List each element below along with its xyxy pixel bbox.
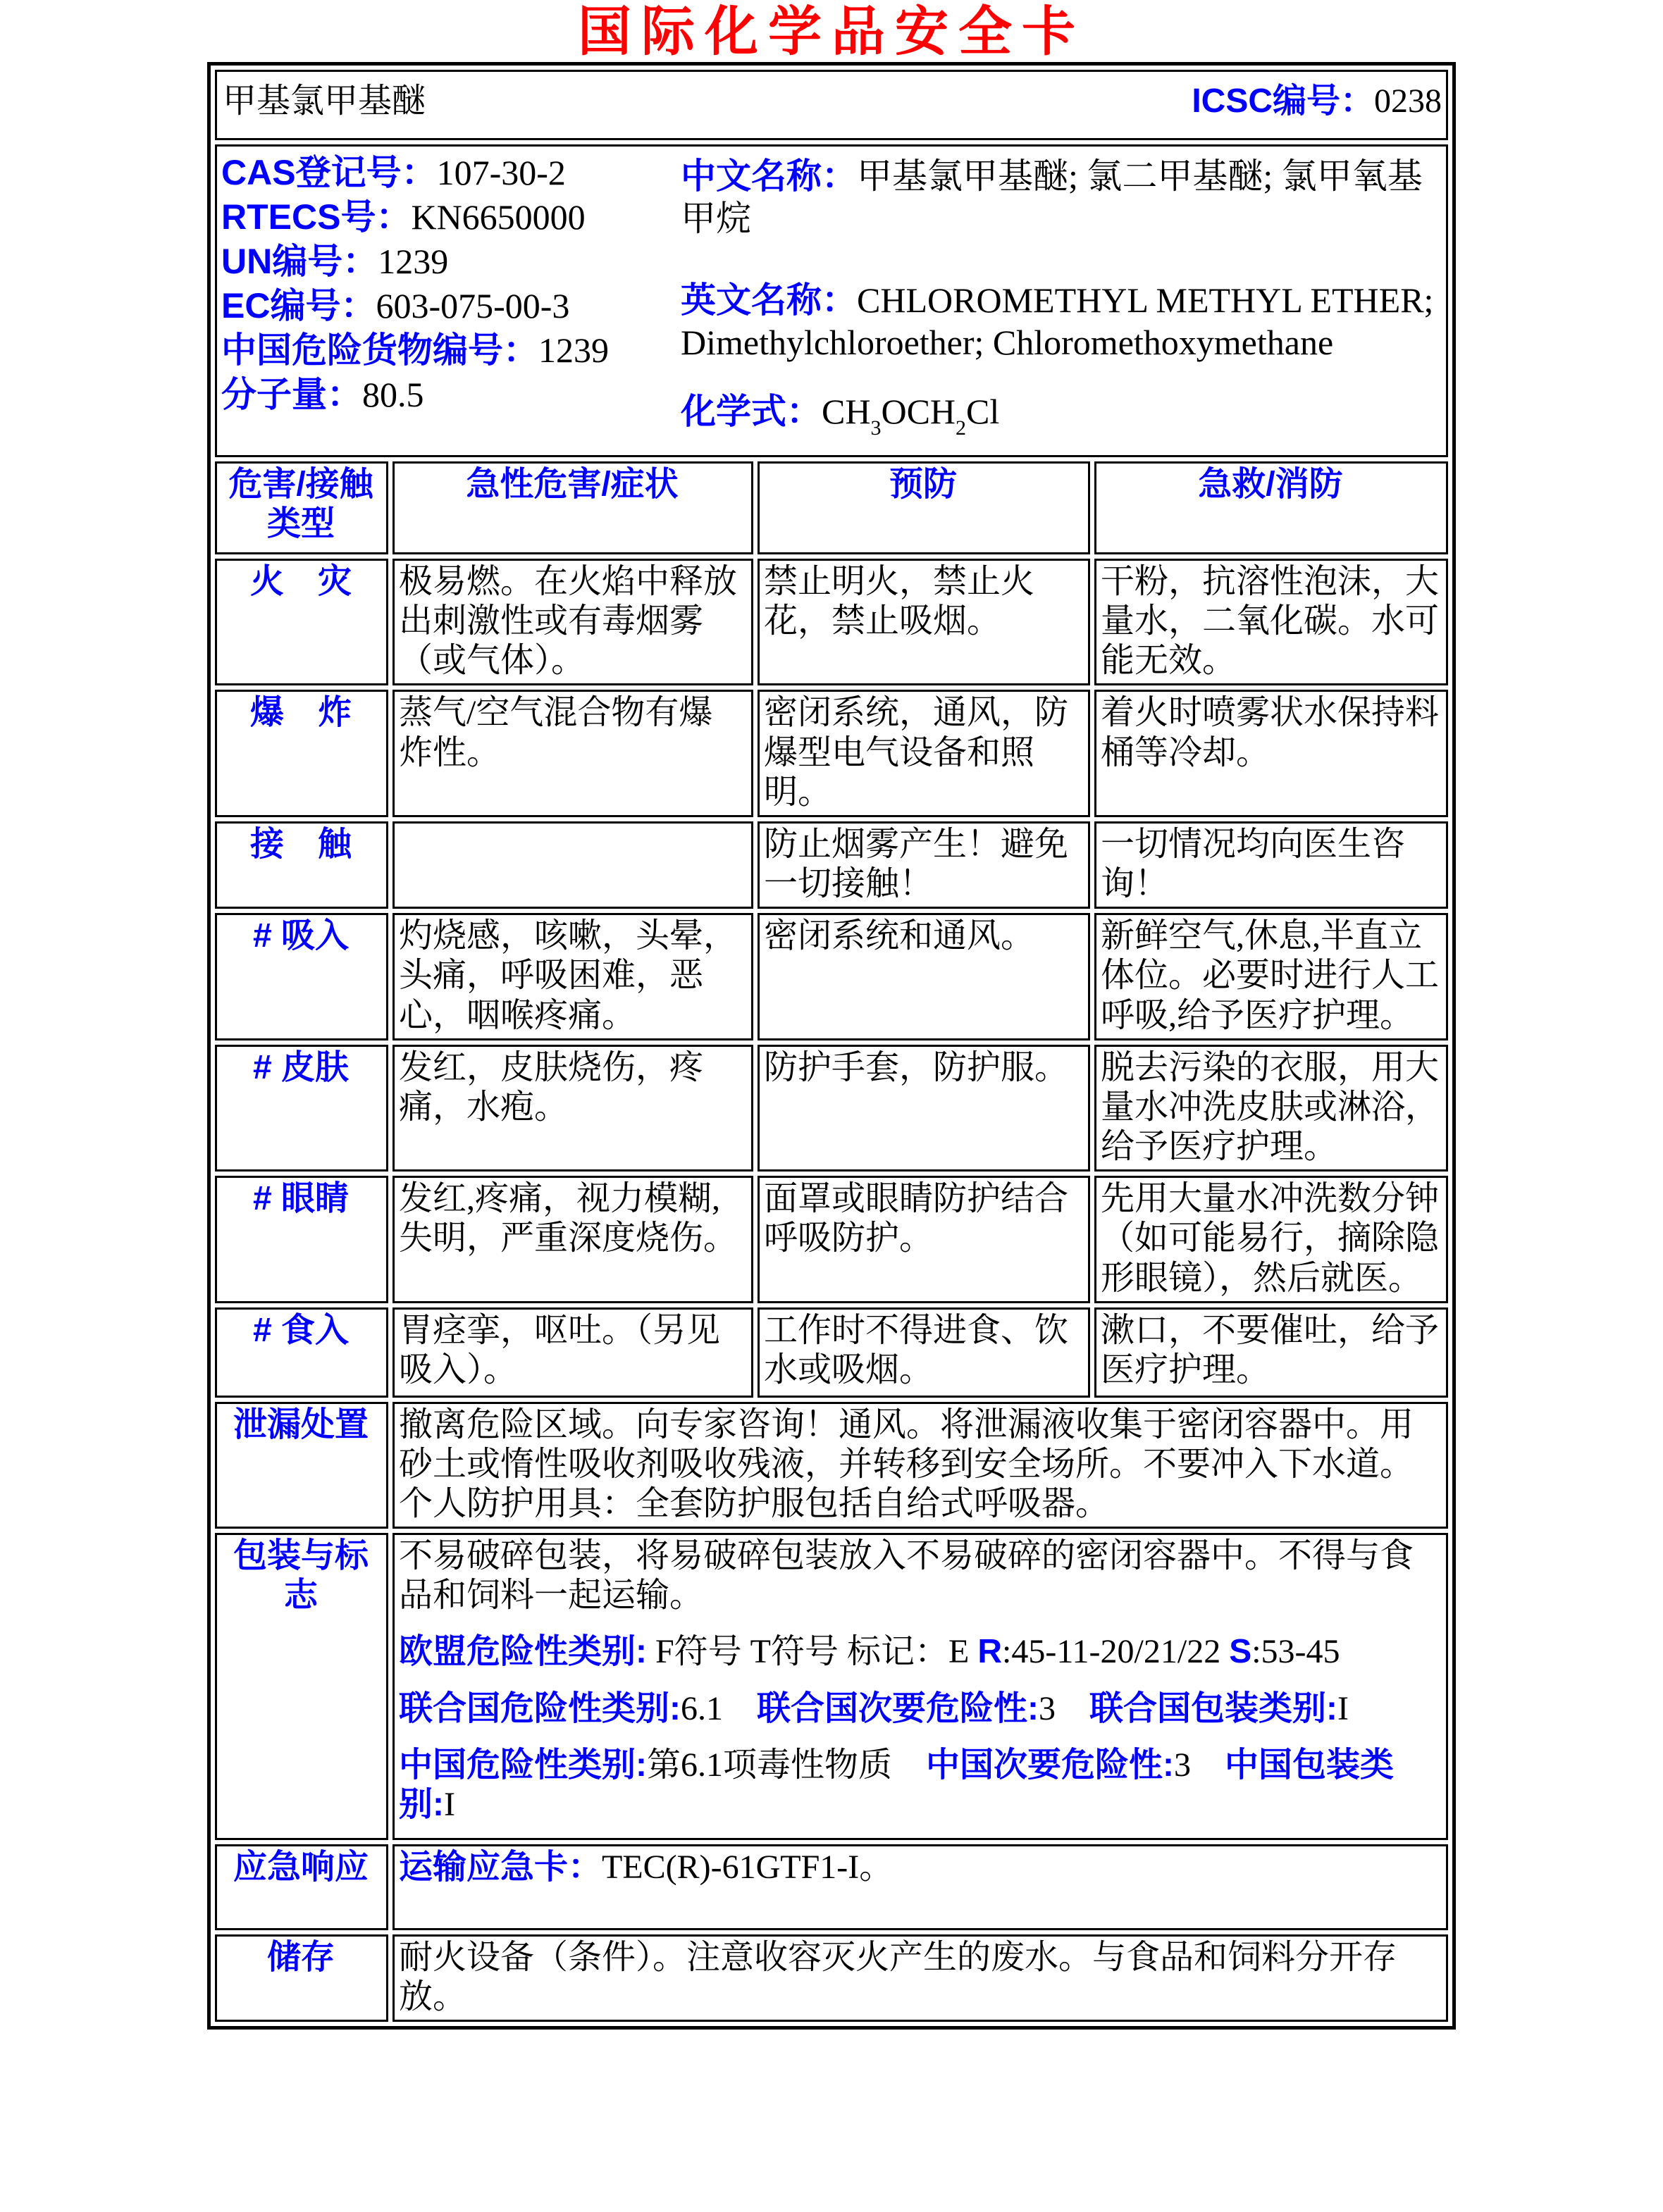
packaging-transport-note: 不易破碎包装，将易破碎包装放入不易破碎的密闭容器中。不得与食品和饲料一起运输。 (398, 1537, 1414, 1615)
identifier-row-un (221, 244, 681, 279)
eu-class-symbols: F符号 T符号 标记：E (646, 1633, 978, 1671)
row-label-exposure: 接 触 (215, 821, 388, 909)
icsc-table (207, 62, 1456, 2030)
eyes-symptoms: 发红,疼痛，视力模糊,失明，严重深度烧伤。 (392, 1176, 753, 1303)
inhalation-symptoms: 灼烧感，咳嗽，头晕，头痛，呼吸困难，恶心，咽喉疼痛。 (392, 913, 753, 1040)
rtecs-label: RTECS号： (221, 197, 412, 237)
english-name-paragraph (681, 279, 1443, 364)
formula-subscript2: 2 (956, 416, 967, 440)
identifier-row-rtecs (221, 199, 681, 235)
inhalation-prevention: 密闭系统和通风。 (758, 913, 1090, 1040)
ec-label: EC编号： (221, 286, 376, 325)
cas-value: 107-30-2 (436, 153, 566, 192)
un-pack-group-label: 联合国包装类别: (1089, 1689, 1338, 1727)
ec-value: 603-075-00-3 (376, 286, 570, 325)
english-name-label: 英文名称： (681, 280, 857, 320)
eyes-prevention: 面罩或眼睛防护结合呼吸防护。 (758, 1176, 1090, 1303)
hazard-row-exposure (215, 821, 1448, 909)
emergency-content (392, 1844, 1448, 1930)
ingestion-firstaid: 漱口，不要催吐，给予医疗护理。 (1094, 1307, 1448, 1398)
identity-block (217, 147, 1446, 455)
row-label-emergency: 应急响应 (215, 1844, 388, 1930)
icsc-number-label: ICSC编号： (1192, 82, 1374, 120)
inhalation-firstaid: 新鲜空气,休息,半直立体位。必要时进行人工呼吸,给予医疗护理。 (1094, 913, 1448, 1040)
row-label-ingestion: # 食入 (215, 1307, 388, 1398)
transport-emergency-card-label: 运输应急卡： (398, 1848, 602, 1887)
chemical-names (681, 155, 1443, 449)
spill-text: 撤离危险区域。向专家咨询！通风。将泄漏液收集于密闭容器中。用砂土或惰性吸收剂吸收残液，并转移到安全场所。不要冲入下水道。个人防护用具：全套防护服包括自给式呼吸器。 (392, 1402, 1448, 1529)
header-hazard-type: 危害/接触类型 (215, 461, 388, 554)
explosion-firstaid: 着火时喷雾状水保持料桶等冷却。 (1094, 690, 1448, 816)
eyes-firstaid: 先用大量水冲洗数分钟（如可能易行，摘除隐形眼镜），然后就医。 (1094, 1176, 1448, 1303)
formula-part3: Cl (966, 392, 1000, 431)
skin-prevention: 防护手套，防护服。 (758, 1045, 1090, 1172)
chinese-name-paragraph (681, 155, 1443, 240)
header-prevention: 预防 (758, 461, 1090, 554)
hazard-row-ingestion (215, 1307, 1448, 1398)
header-firstaid-firefighting: 急救/消防 (1094, 461, 1448, 554)
un-value: 1239 (378, 242, 449, 281)
fire-firstaid: 干粉，抗溶性泡沫，大量水，二氧化碳。水可能无效。 (1094, 559, 1448, 685)
ingestion-prevention: 工作时不得进食、饮水或吸烟。 (758, 1307, 1090, 1398)
row-label-storage: 储存 (215, 1934, 388, 2022)
icsc-number-group (1192, 82, 1442, 121)
hazard-row-skin (215, 1045, 1448, 1172)
row-label-packaging: 包装与标志 (215, 1533, 388, 1840)
header-acute-hazards: 急性危害/症状 (392, 461, 753, 554)
china-sub-risk-label: 中国次要危险性: (926, 1746, 1174, 1784)
page-title: 国际化学品安全卡 (578, 2, 1085, 62)
molweight-value: 80.5 (362, 375, 424, 414)
un-hazard-class-label: 联合国危险性类别: (398, 1689, 681, 1727)
row-label-inhalation: # 吸入 (215, 913, 388, 1040)
eu-class-label: 欧盟危险性类别: (398, 1633, 647, 1671)
hazard-row-fire (215, 559, 1448, 685)
card-header (217, 72, 1446, 128)
identifier-row-cas (221, 155, 681, 190)
skin-firstaid: 脱去污染的衣服，用大量水冲洗皮肤或淋浴，给予医疗护理。 (1094, 1045, 1448, 1172)
identity-row (215, 144, 1448, 457)
row-label-fire: 火 灾 (215, 559, 388, 685)
identifier-row-china-dg (221, 330, 681, 370)
card-header-row (215, 70, 1448, 140)
china-dg-value: 1239 (538, 330, 609, 370)
transport-emergency-card-value: TEC(R)-61GTF1-I。 (602, 1848, 894, 1887)
formula-part2: OCH (881, 392, 956, 431)
china-hazard-class-label: 中国危险性类别: (398, 1746, 647, 1784)
row-label-spill: 泄漏处置 (215, 1402, 388, 1529)
formula-subscript1: 3 (870, 416, 882, 440)
row-label-eyes: # 眼睛 (215, 1176, 388, 1303)
row-label-skin: # 皮肤 (215, 1045, 388, 1172)
skin-symptoms: 发红，皮肤烧伤，疼痛，水疱。 (392, 1045, 753, 1172)
identifier-row-ec (221, 288, 681, 323)
un-hazard-class-value: 6.1 (680, 1689, 757, 1727)
exposure-symptoms (392, 821, 753, 909)
chinese-name-value: 甲基氯甲基醚; 氯二甲基醚; 氯甲氧基甲烷 (681, 156, 1423, 238)
identifier-list (221, 155, 681, 449)
un-pack-group-value: I (1337, 1689, 1349, 1727)
fire-prevention: 禁止明火，禁止火花，禁止吸烟。 (758, 559, 1090, 685)
packaging-eu-classification (399, 1632, 1440, 1672)
packaging-china-classification (399, 1746, 1440, 1825)
ingestion-symptoms: 胃痉挛，呕吐。（另见吸入）。 (392, 1307, 753, 1398)
formula-part1: CH (822, 392, 871, 431)
packaging-content (392, 1533, 1448, 1840)
english-name-value: CHLOROMETHYL METHYL ETHER; Dimethylchloroether; Chloromethoxymethane (681, 280, 1434, 362)
china-pack-group-value: I (443, 1785, 455, 1823)
un-sub-risk-label: 联合国次要危险性: (757, 1689, 1039, 1727)
china-pack-group-label: 中国包装类别: (398, 1746, 1395, 1823)
un-label: UN编号： (221, 242, 378, 281)
identity-cell (215, 144, 1448, 457)
eu-r-phrases: :45-11-20/21/22 (1002, 1633, 1230, 1671)
hazard-row-explosion (215, 690, 1448, 816)
identifier-row-molweight (221, 377, 681, 412)
chinese-name-label: 中文名称： (681, 156, 857, 196)
hazard-row-inhalation (215, 913, 1448, 1040)
rtecs-value: KN6650000 (411, 197, 586, 237)
packaging-un-classification (399, 1689, 1440, 1729)
storage-text: 耐火设备（条件）。注意收容灭火产生的废水。与食品和饲料分开存放。 (392, 1934, 1448, 2022)
eu-r-label: R (977, 1633, 1002, 1671)
row-label-explosion: 爆 炸 (215, 690, 388, 816)
eu-s-phrases: :53-45 (1251, 1633, 1340, 1671)
substance-name: 甲基氯甲基醚 (223, 82, 426, 120)
explosion-prevention: 密闭系统，通风，防爆型电气设备和照明。 (758, 690, 1090, 816)
section-row-storage (215, 1934, 1448, 2022)
section-row-spill (215, 1402, 1448, 1529)
cas-label: CAS登记号： (221, 153, 437, 192)
exposure-prevention: 防止烟雾产生！避免一切接触！ (758, 821, 1090, 909)
molweight-label: 分子量： (221, 375, 362, 414)
hazard-row-eyes (215, 1176, 1448, 1303)
eu-s-label: S (1229, 1633, 1252, 1671)
china-hazard-class-value: 第6.1项毒性物质 (646, 1746, 926, 1784)
fire-symptoms: 极易燃。在火焰中释放出刺激性或有毒烟雾（或气体）。 (392, 559, 753, 685)
section-row-packaging (215, 1533, 1448, 1840)
china-sub-risk-value: 3 (1174, 1746, 1225, 1784)
formula-label: 化学式： (681, 392, 822, 431)
icsc-number: 0238 (1374, 82, 1442, 120)
explosion-symptoms: 蒸气/空气混合物有爆炸性。 (392, 690, 753, 816)
china-dg-label: 中国危险货物编号： (221, 330, 538, 370)
hazard-header-row (215, 461, 1448, 554)
card-header-cell (215, 70, 1448, 140)
un-sub-risk-value: 3 (1039, 1689, 1090, 1727)
formula-paragraph (681, 390, 1443, 449)
section-row-emergency (215, 1844, 1448, 1930)
exposure-firstaid: 一切情况均向医生咨询！ (1094, 821, 1448, 909)
